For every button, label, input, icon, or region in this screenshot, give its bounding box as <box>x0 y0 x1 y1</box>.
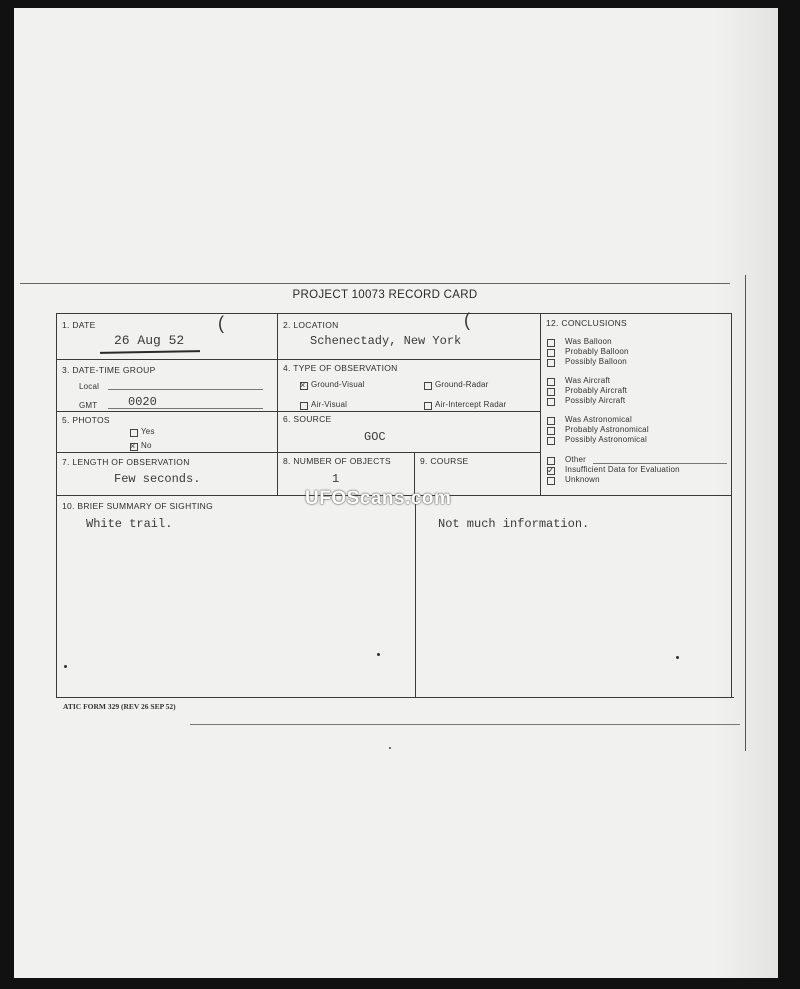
checkbox[interactable] <box>547 457 555 465</box>
card-right-border <box>731 313 732 698</box>
checkbox[interactable] <box>547 437 555 445</box>
card-left-border <box>56 313 57 698</box>
speck <box>676 656 679 659</box>
option-label: Was Balloon <box>565 337 612 346</box>
local-blank <box>108 389 263 390</box>
comments-value: Not much information. <box>438 517 590 531</box>
option-label: Possibly Astronomical <box>565 435 648 444</box>
checkbox[interactable] <box>547 398 555 406</box>
date-label: 1. DATE <box>62 320 96 330</box>
page-shadow <box>714 8 778 978</box>
margin-line <box>745 275 746 751</box>
check-mark: × <box>130 441 136 451</box>
speck <box>389 747 391 749</box>
length-label: 7. LENGTH OF OBSERVATION <box>62 457 190 467</box>
divider-col2 <box>540 313 541 495</box>
speck <box>64 665 67 668</box>
option-label: Was Aircraft <box>565 376 611 385</box>
option-label: No <box>141 441 152 450</box>
card-top-border <box>56 313 731 314</box>
conclusions-label: 12. CONCLUSIONS <box>546 318 628 328</box>
local-label: Local <box>79 382 100 391</box>
photos-label: 5. PHOTOS <box>62 415 110 425</box>
length-value: Few seconds. <box>114 472 201 486</box>
footer-rule <box>190 724 740 725</box>
checkbox[interactable] <box>130 429 138 437</box>
option-label: Yes <box>141 427 155 436</box>
rule-top <box>20 283 730 284</box>
course-label: 9. COURSE <box>420 456 469 466</box>
source-label: 6. SOURCE <box>283 414 332 424</box>
num-objects-label: 8. NUMBER OF OBJECTS <box>283 456 392 466</box>
checkbox[interactable] <box>547 378 555 386</box>
source-value: GOC <box>364 430 386 444</box>
checkbox[interactable] <box>547 427 555 435</box>
divider-row3 <box>56 452 540 453</box>
checkbox[interactable] <box>547 349 555 357</box>
checkbox[interactable] <box>300 402 308 410</box>
type-obs-label: 4. TYPE OF OBSERVATION <box>283 363 398 373</box>
speck <box>377 653 380 656</box>
option-label: Possibly Balloon <box>565 357 627 366</box>
option-label: Air-Intercept Radar <box>435 400 507 409</box>
check-mark: ✓ <box>547 465 555 475</box>
option-label: Air-Visual <box>311 400 348 409</box>
paren-mark: ( <box>464 310 470 330</box>
check-mark: × <box>300 380 306 390</box>
summary-value: White trail. <box>86 517 173 531</box>
location-value: Schenectady, New York <box>310 334 462 348</box>
option-label: Other <box>565 455 587 464</box>
option-label: Unknown <box>565 475 600 484</box>
option-label: Insufficient Data for Evaluation <box>565 465 680 474</box>
divider-row2 <box>56 411 540 412</box>
checkbox[interactable] <box>547 388 555 396</box>
option-label: Probably Balloon <box>565 347 629 356</box>
checkbox[interactable] <box>547 339 555 347</box>
location-label: 2. LOCATION <box>283 320 339 330</box>
gmt-label: GMT <box>79 401 98 410</box>
other-blank <box>593 463 727 464</box>
option-label: Was Astronomical <box>565 415 632 424</box>
date-value: 26 Aug 52 <box>114 333 185 348</box>
option-label: Possibly Aircraft <box>565 396 626 405</box>
option-label: Ground-Radar <box>435 380 489 389</box>
card-bottom-border <box>56 697 734 698</box>
divider-summary <box>415 495 416 697</box>
option-label: Ground-Visual <box>311 380 365 389</box>
card-title: PROJECT 10073 RECORD CARD <box>292 289 478 301</box>
checkbox[interactable] <box>424 382 432 390</box>
watermark: UFOScans.com <box>305 488 452 509</box>
dtg-label: 3. DATE-TIME GROUP <box>62 365 156 375</box>
divider-row1 <box>56 359 540 360</box>
option-label: Probably Aircraft <box>565 386 628 395</box>
gmt-value: 0020 <box>128 395 157 409</box>
num-objects-value: 1 <box>332 472 340 486</box>
checkbox[interactable] <box>424 402 432 410</box>
divider-col1 <box>277 313 278 495</box>
option-label: Probably Astronomical <box>565 425 649 434</box>
paren-mark: ( <box>218 313 224 333</box>
checkbox[interactable] <box>547 417 555 425</box>
summary-label: 10. BRIEF SUMMARY OF SIGHTING <box>62 501 214 511</box>
form-footer: ATIC FORM 329 (REV 26 SEP 52) <box>63 702 176 711</box>
checkbox[interactable] <box>547 359 555 367</box>
checkbox[interactable] <box>547 477 555 485</box>
